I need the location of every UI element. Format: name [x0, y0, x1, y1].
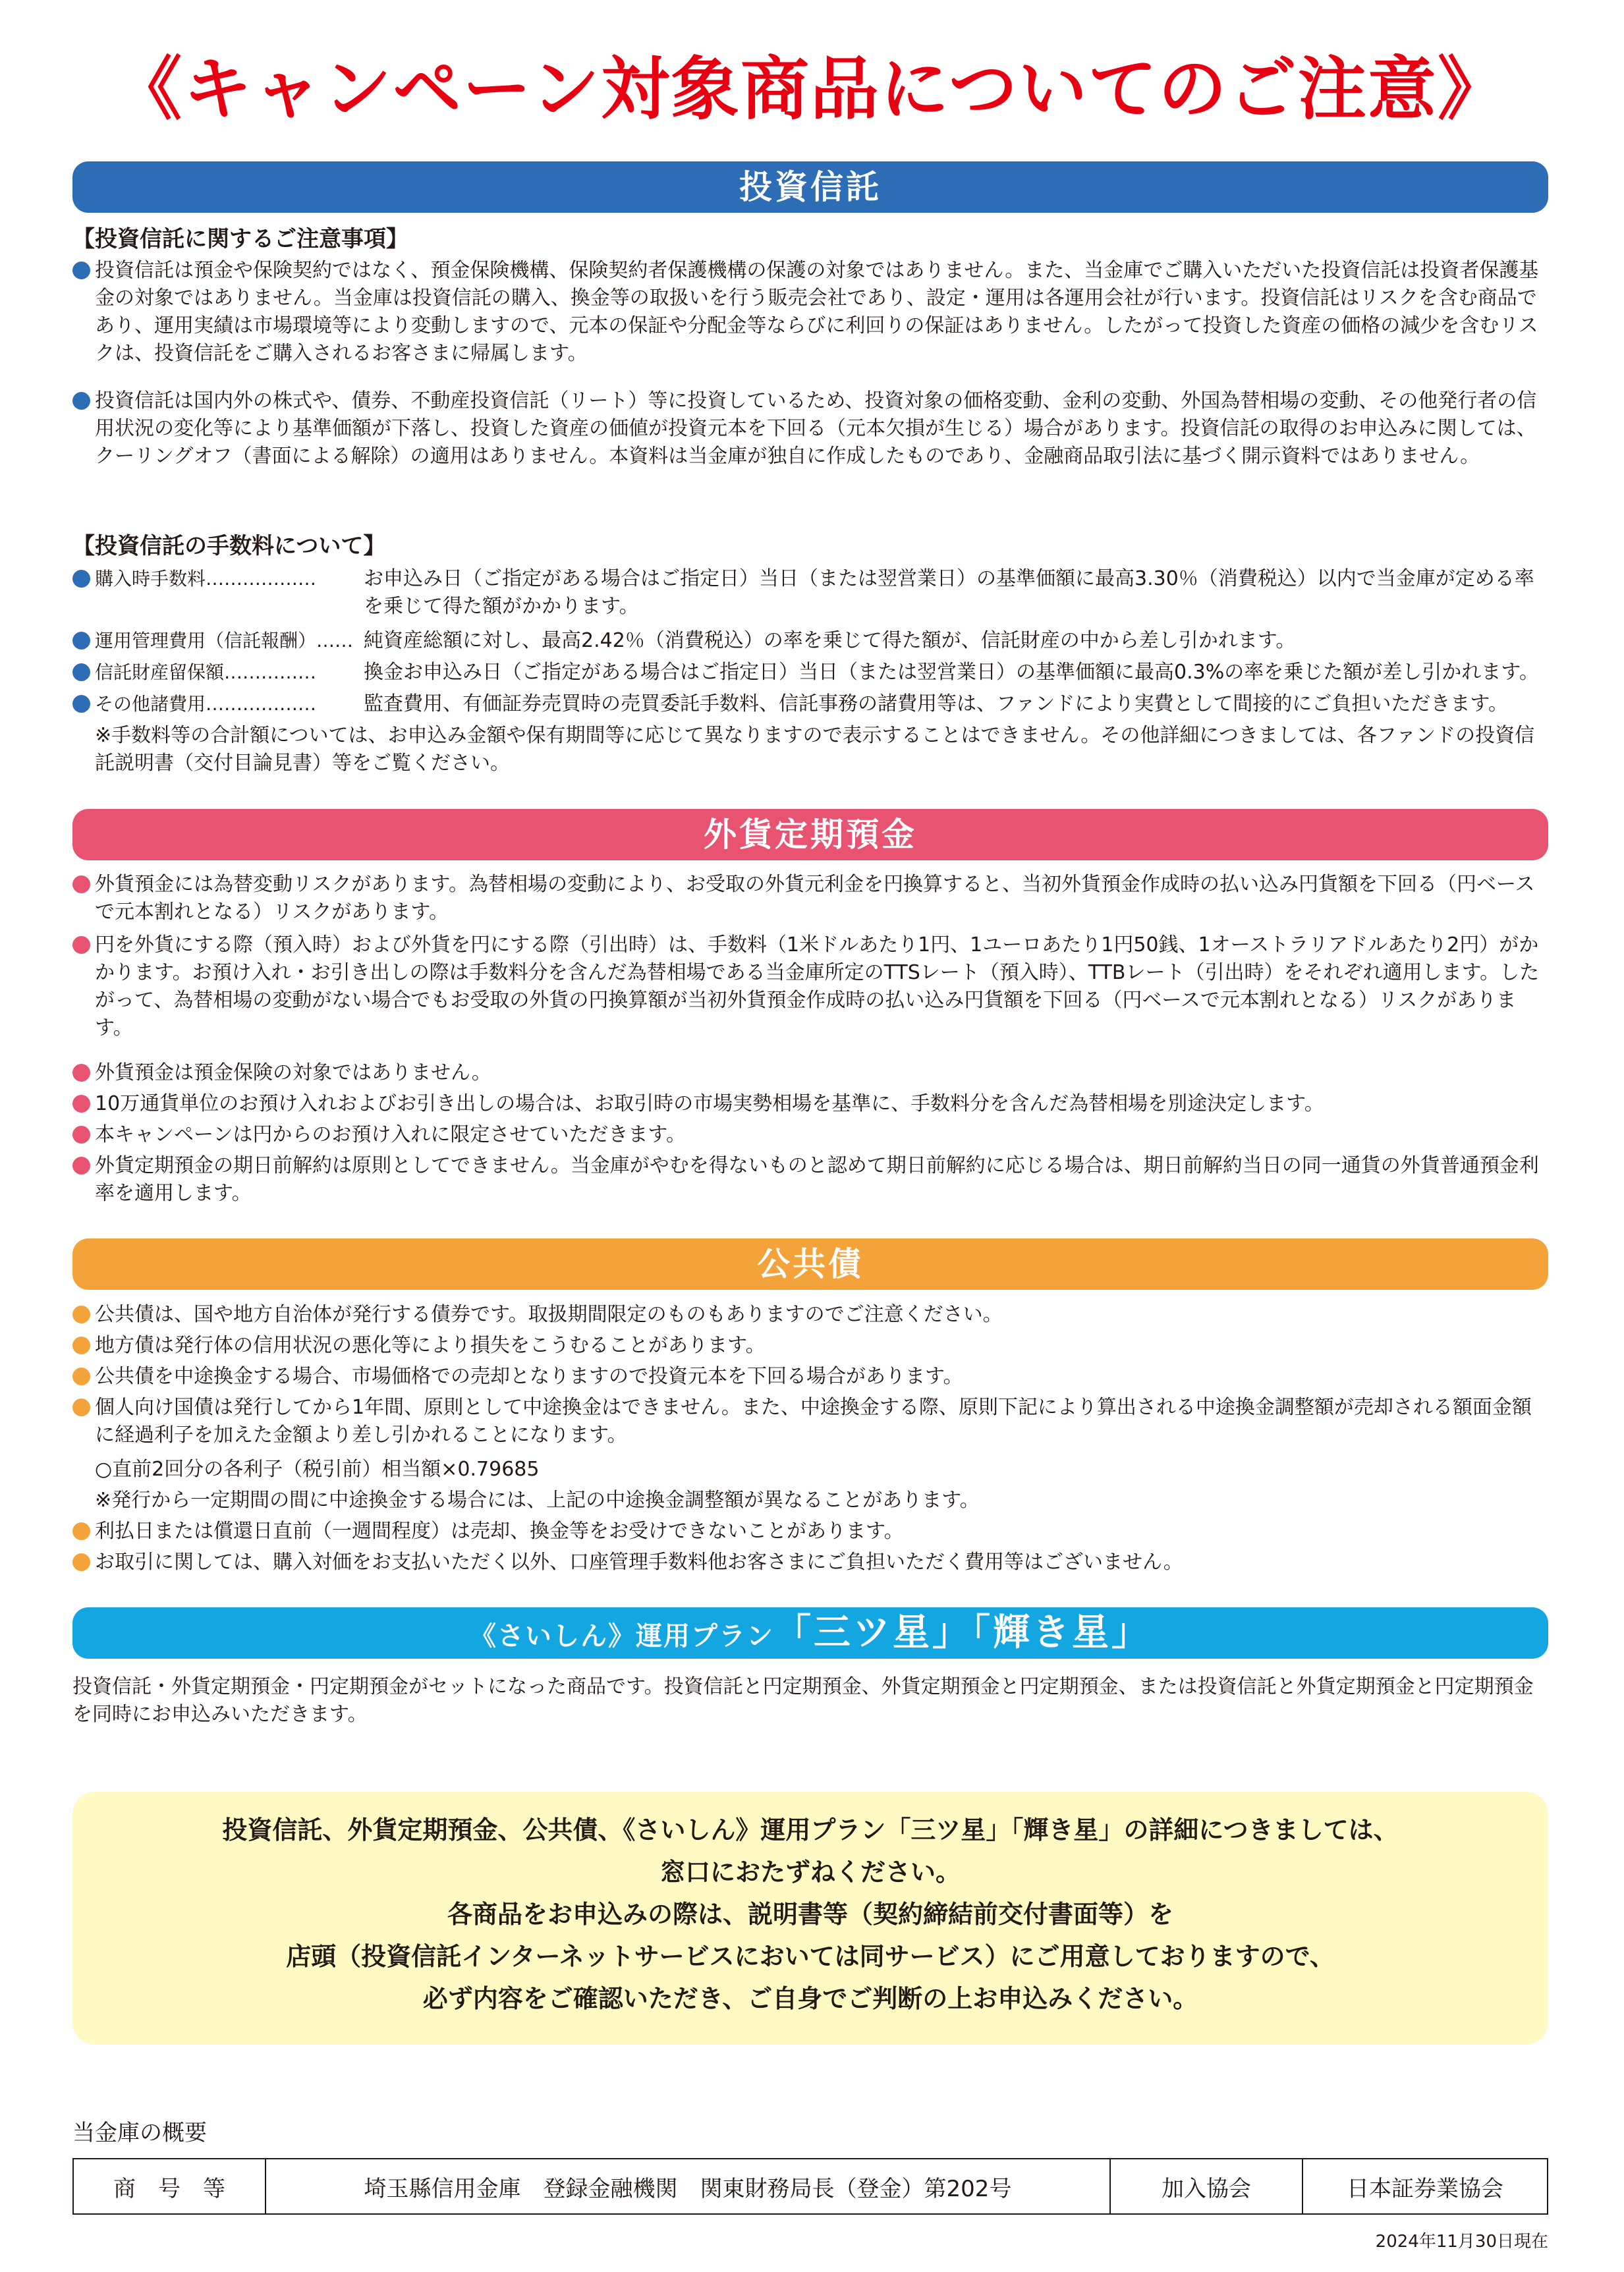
bullet-icon — [72, 1064, 90, 1082]
bullet-icon — [72, 1306, 90, 1323]
fx-item: 10万通貨単位のお預け入れおよびお引き出しの場合は、お取引時の市場実勢相場を基準に、手数料分を含んだ為替相場を別途決定します。 — [72, 1090, 1548, 1118]
fees-note: ※手数料等の合計額については、お申込み金額や保有期間等に応じて異なりますので表示することはできません。その他詳細につきましては、各ファンドの投資信託説明書（交付目論見書）等をご覧ください。 — [95, 724, 1535, 775]
trust-note-item: 投資信託は預金や保険契約ではなく、預金保険機構、保険契約者保護機構の保護の対象ではありません。また、当金庫でご購入いただいた投資信託は投資者保護基金の対象ではありません。当金庫は投資信託の購入、換金等の取扱いを行う販売会社であり、設定・運用は各運用会社が行います。投資信託はリスクを含む商品であり、運用実績は市場環境等により変動しますので、元本の保証や分配金等ならびに利回りの保証はありません。したがって投資した資産の価格の減少を含むリスクは、投資信託をご購入されるお客さまに帰属します。 — [72, 257, 1548, 368]
notice-line: 窓口におたずねください。 — [659, 1858, 961, 1887]
table-cell-name: 埼玉縣信用金庫 登録金融機関 関東財務局長（登金）第202号 — [266, 2159, 1110, 2214]
bond-item: 公共債を中途換金する場合、市場価格での売却となりますので投資元本を下回る場合があります。 — [72, 1363, 1548, 1391]
bond-item: 公共債は、国や地方自治体が発行する債券です。取扱期間限定のものもありますのでご注意ください。 — [72, 1301, 1548, 1329]
overview-title: 当金庫の概要 — [72, 2120, 207, 2146]
fee-item-purchase — [72, 565, 1548, 621]
bullet-icon — [72, 570, 90, 588]
bond-item: 地方債は発行体の信用状況の悪化等により損失をこうむることがあります。 — [72, 1332, 1548, 1360]
bullet-icon — [72, 1157, 90, 1175]
trust-note-item: 投資信託は国内外の株式や、債券、不動産投資信託（リート）等に投資しているため、投資対象の価格変動、金利の変動、外国為替相場の変動、その他発行者の信用状況の変化等により基準価額が下落し、投資した資産の価値が投資元本を下回る（元本欠損が生じる）場合があります。投資信託の取得のお申込みに関しては、クーリングオフ（書面による解除）の適用はありません。本資料は当金庫が独自に作成したものであり、金融商品取引法に基づく開示資料ではありません。 — [72, 387, 1548, 470]
notice-line: 各商品をお申込みの際は、説明書等（契約締結前交付書面等）を — [447, 1900, 1173, 1929]
fee-item-other — [72, 690, 1548, 718]
fee-value: 換金お申込み日（ご指定がある場合はご指定日）当日（または翌営業日）の基準価額に最高0.3%の率を乗じた額が差し引かれます。 — [364, 661, 1539, 684]
bullet-icon — [72, 1399, 90, 1416]
bond-formula-note: ※発行から一定期間の間に中途換金する場合には、上記の中途換金調整額が異なることがあります。 — [95, 1489, 980, 1512]
fee-value: お申込み日（ご指定がある場合はご指定日）当日（または翌営業日）の基準価額に最高3.30％（消費税込）以内で当金庫が定める率を乗じて得た額がかかります。 — [364, 567, 1534, 618]
fx-item: 本キャンペーンは円からのお預け入れに限定させていただきます。 — [72, 1121, 1548, 1149]
trust-notes-heading: 【投資信託に関するご注意事項】 — [72, 226, 408, 252]
fx-item: 外貨預金には為替変動リスクがあります。為替相場の変動により、お受取の外貨元利金を円換算すると、当初外貨預金作成時の払い込み円貨額を下回る（円ベースで元本割れとなる）リスクがあります。 — [72, 871, 1548, 926]
bullet-icon — [72, 1522, 90, 1540]
bullet-icon — [72, 1368, 90, 1385]
bullet-icon — [72, 1337, 90, 1354]
section-band-fx-deposit: 外貨定期預金 — [72, 809, 1548, 860]
bullet-icon — [72, 663, 90, 681]
table-cell-label: 商 号 等 — [73, 2159, 266, 2214]
section-band-investment-trust: 投資信託 — [72, 161, 1548, 213]
plan-description: 投資信託・外貨定期預金・円定期預金がセットになった商品です。投資信託と円定期預金、外貨定期預金と円定期預金、または投資信託と外貨定期預金と円定期預金を同時にお申込みいただきます。 — [72, 1675, 1534, 1726]
page-title: 《キャンペーン対象商品についてのご注意》 — [113, 49, 1507, 129]
as-of-date: 2024年11月30日現在 — [1375, 2232, 1548, 2252]
table-cell-association-label: 加入協会 — [1110, 2159, 1302, 2214]
fee-item-management — [72, 627, 1548, 655]
plan-band-name: 「三ツ星」「輝き星」 — [774, 1611, 1151, 1654]
bond-formula: ○直前2回分の各利子（税引前）相当額×0.79685 — [95, 1458, 540, 1481]
fee-label: 運用管理費用（信託報酬）…… — [95, 630, 354, 651]
bond-item: 利払日または償還日直前（一週間程度）は売却、換金等をお受けできないことがあります。 — [72, 1518, 1548, 1545]
bullet-icon — [72, 1553, 90, 1571]
notice-line: 投資信託、外貨定期預金、公共債、《さいしん》運用プラン「三ツ星」「輝き星」の詳細につきましては、 — [222, 1815, 1399, 1844]
bullet-icon — [72, 936, 90, 954]
fee-label: その他諸費用……………… — [95, 693, 317, 715]
fee-item-reserve — [72, 659, 1548, 686]
section-band-public-bonds: 公共債 — [72, 1238, 1548, 1290]
fee-value: 監査費用、有価証券売買時の売買委託手数料、信託事務の諸費用等は、ファンドにより実費として間接的にご負担いただきます。 — [364, 692, 1508, 715]
fee-label: 信託財産留保額…………… — [95, 661, 317, 683]
overview-table — [72, 2158, 1548, 2215]
fx-item: 円を外貨にする際（預入時）および外貨を円にする際（引出時）は、手数料（1米ドルあたり1円、1ユーロあたり1円50銭、1オーストラリアドルあたり2円）がかかります。お預け入れ・お引き出しの際は手数料分を含んだ為替相場である当金庫所定のTTSレート（預入時）、TTBレート（引出時）をそれぞれ適用します。したがって、為替相場の変動がない場合でもお受取の外貨の円換算額が当初外貨預金作成時の払い込み円貨額を下回る（円ベースで元本割れとなる）リスクがあります。 — [72, 931, 1548, 1042]
bullet-icon — [72, 875, 90, 893]
fee-label: 購入時手数料……………… — [95, 568, 317, 590]
table-cell-association: 日本証券業協会 — [1302, 2159, 1548, 2214]
notice-line: 店頭（投資信託インターネットサービスにおいては同サービス）にご用意しておりますので、 — [286, 1942, 1335, 1971]
table-row — [73, 2159, 1548, 2214]
notice-box — [72, 1792, 1548, 2045]
trust-fees-heading: 【投資信託の手数料について】 — [72, 533, 386, 559]
fee-value: 純資産総額に対し、最高2.42％（消費税込）の率を乗じて得た額が、信託財産の中から差し引かれます。 — [364, 629, 1296, 652]
bullet-icon — [72, 632, 90, 650]
bond-item: 個人向け国債は発行してから1年間、原則として中途換金はできません。また、中途換金する際、原則下記により算出される中途換金調整額が売却される額面金額に経過利子を加えた金額より差し引かれることになります。 — [72, 1394, 1548, 1449]
bullet-icon — [72, 695, 90, 713]
bullet-icon — [72, 262, 90, 279]
plan-band-label: 《さいしん》運用プラン — [470, 1621, 774, 1651]
fx-item: 外貨預金は預金保険の対象ではありません。 — [72, 1059, 1548, 1087]
notice-line: 必ず内容をご確認いただき、ご自身でご判断の上お申込みください。 — [422, 1984, 1198, 2013]
bullet-icon — [72, 392, 90, 410]
bullet-icon — [72, 1095, 90, 1113]
bullet-icon — [72, 1126, 90, 1144]
bond-item: お取引に関しては、購入対価をお支払いただく以外、口座管理手数料他お客さまにご負担いただく費用等はございません。 — [72, 1549, 1548, 1576]
section-band-plan — [72, 1607, 1548, 1659]
fx-item: 外貨定期預金の期日前解約は原則としてできません。当金庫がやむを得ないものと認めて期日前解約に応じる場合は、期日前解約当日の同一通貨の外貨普通預金利率を適用します。 — [72, 1152, 1548, 1207]
